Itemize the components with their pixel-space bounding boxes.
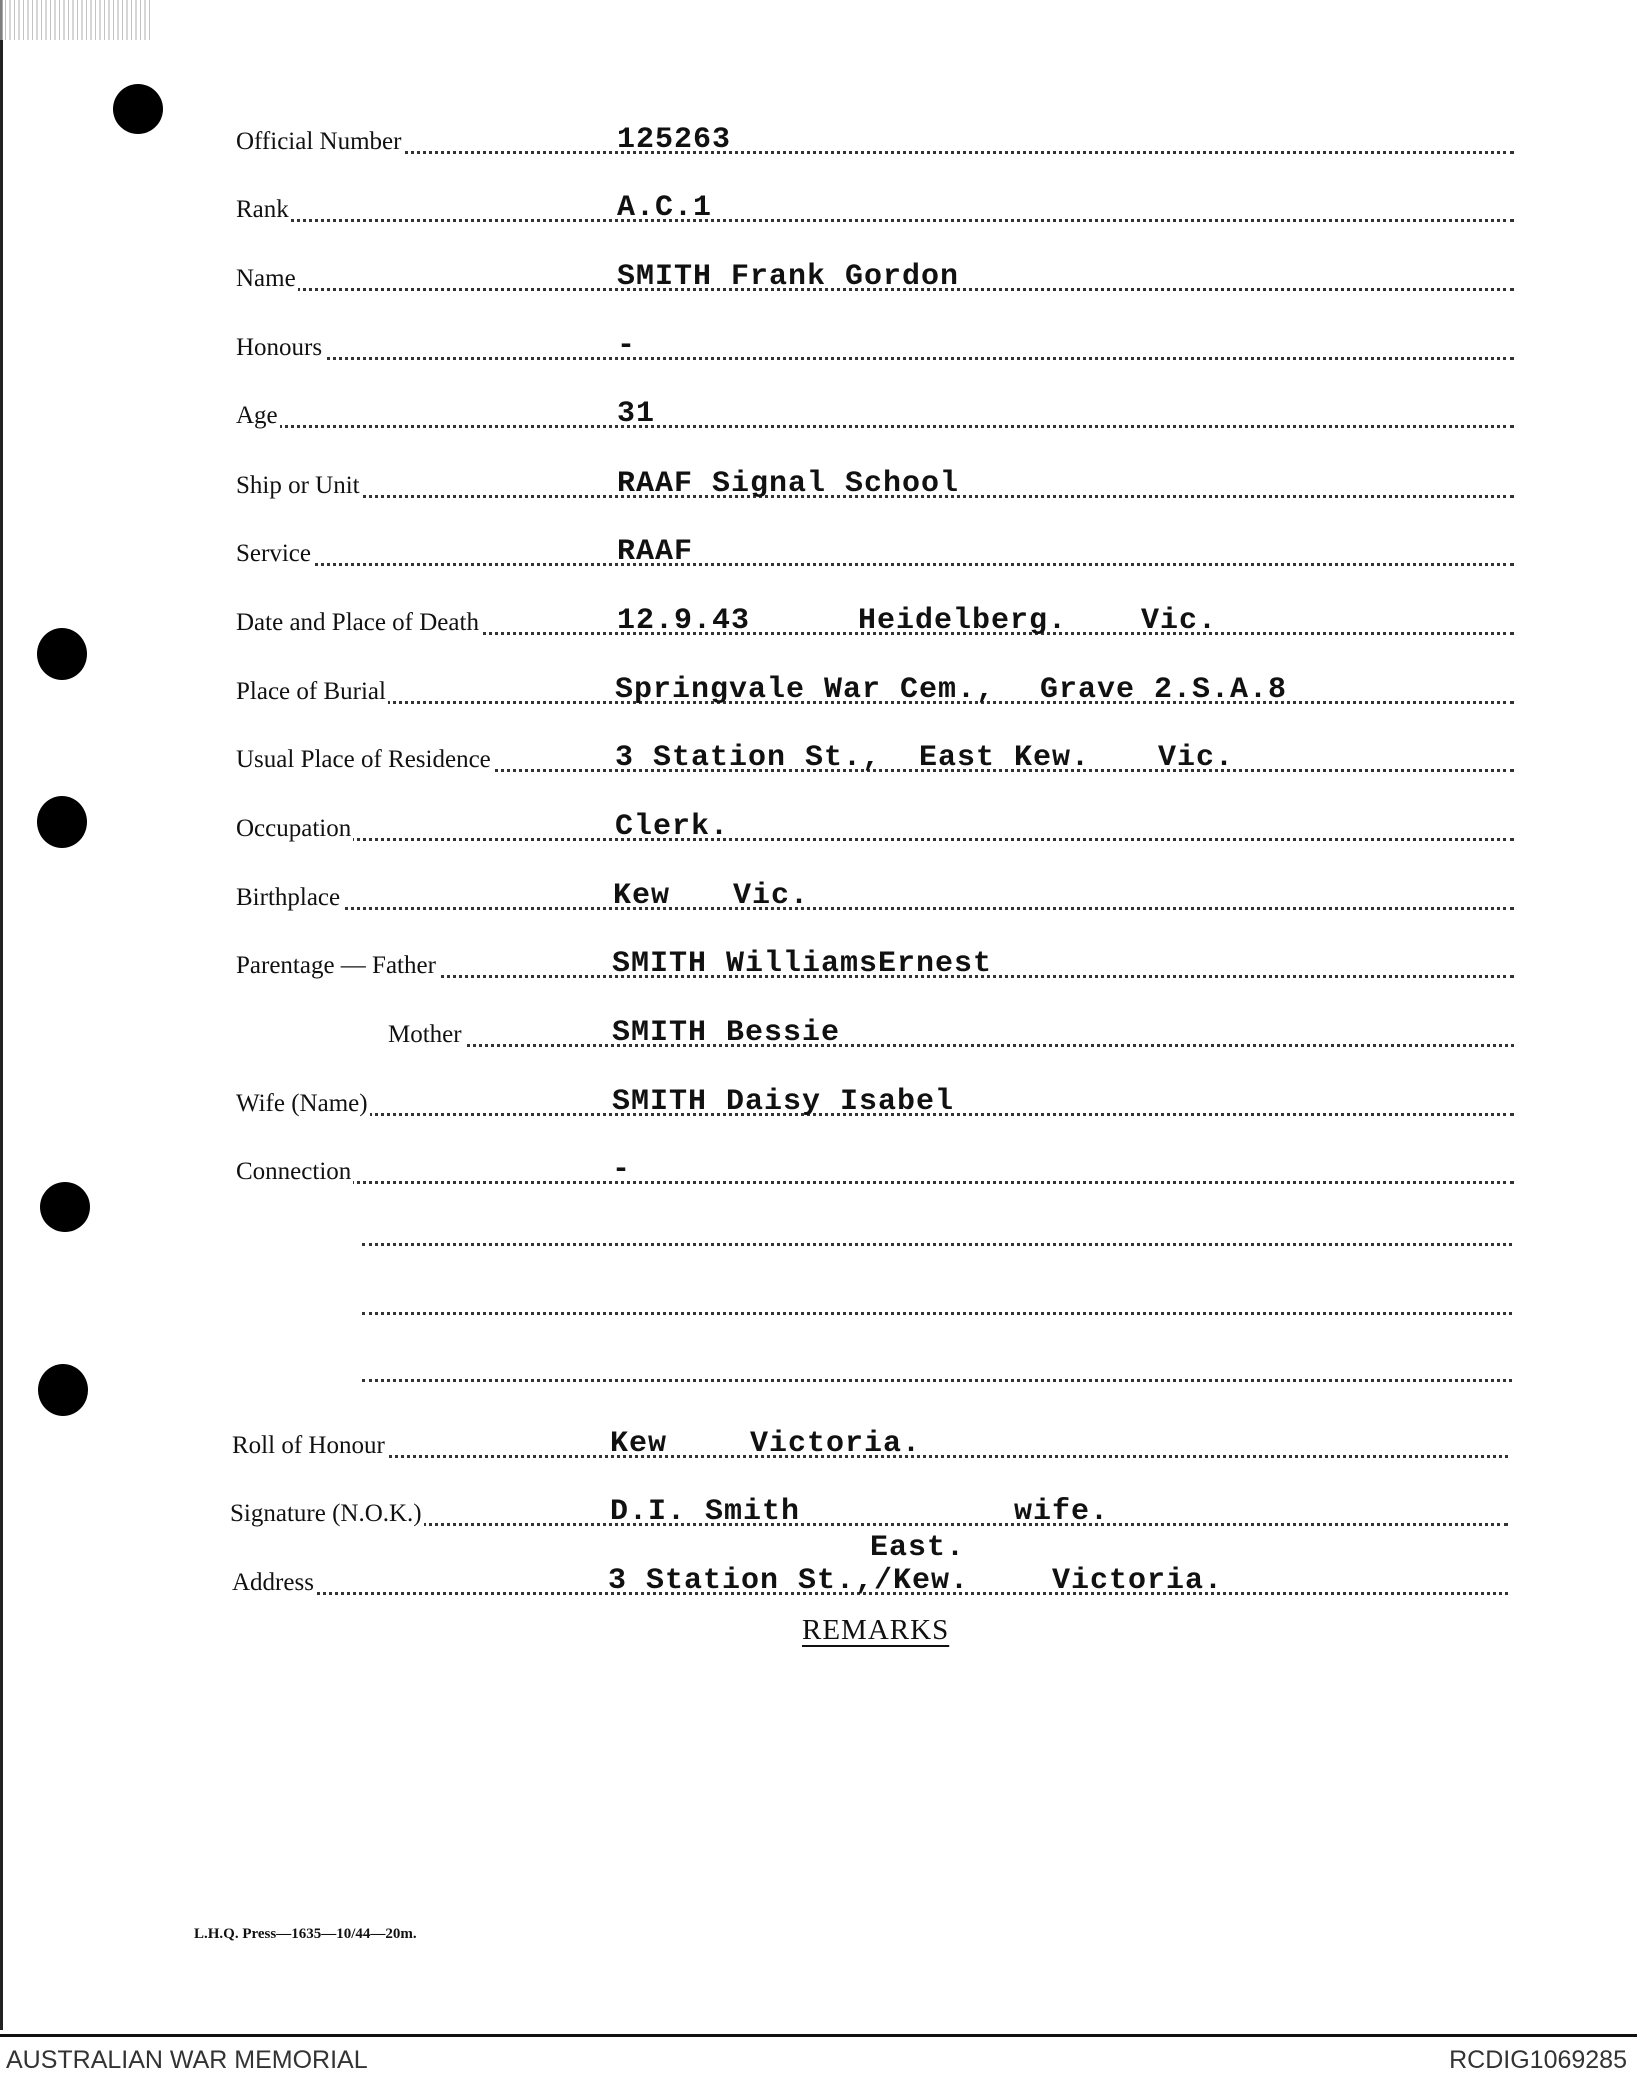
value-birthplace-state: Vic.: [733, 879, 810, 913]
field-roll-of-honour: [232, 1426, 1508, 1466]
field-mother: [388, 1015, 1514, 1055]
punch-hole: [38, 1364, 88, 1416]
field-wife: [236, 1084, 1514, 1124]
value-signature-relation: wife.: [1014, 1495, 1110, 1529]
field-date-place-death: [236, 603, 1514, 643]
value-birthplace-town: Kew: [613, 879, 671, 913]
value-burial-cemetery: Springvale War Cem.,: [615, 673, 996, 707]
footer-rule: [0, 2034, 1637, 2037]
value-honours: -: [617, 329, 637, 363]
label-wife: Wife (Name): [236, 1090, 368, 1117]
label-birthplace: Birthplace: [236, 884, 341, 911]
value-connection: -: [612, 1153, 632, 1187]
value-father: SMITH WilliamsErnest: [612, 947, 993, 981]
field-ship-or-unit: [236, 466, 1514, 506]
field-place-of-burial: [236, 672, 1514, 712]
label-connection: Connection: [236, 1158, 352, 1185]
label-date-place-death: Date and Place of Death: [236, 609, 479, 636]
field-father: [236, 946, 1514, 986]
label-service: Service: [236, 540, 311, 567]
blank-line: [362, 1376, 1512, 1382]
value-death-state: Vic.: [1141, 604, 1218, 638]
value-residence-street: 3 Station St.,: [615, 741, 882, 775]
field-official-number: [236, 122, 1514, 162]
label-ship-or-unit: Ship or Unit: [236, 472, 360, 499]
punch-hole: [37, 628, 87, 680]
label-official-number: Official Number: [236, 128, 402, 155]
value-burial-grave: Grave 2.S.A.8: [1040, 673, 1288, 707]
field-address: [232, 1531, 1508, 1603]
label-roll-of-honour: Roll of Honour: [232, 1432, 385, 1459]
value-roll-state: Victoria.: [750, 1427, 922, 1461]
value-service: RAAF: [617, 535, 694, 569]
label-honours: Honours: [236, 334, 323, 361]
dotted-line: [236, 1181, 1514, 1184]
footer-record-id: RCDIG1069285: [1449, 2046, 1627, 2074]
dotted-line: [236, 907, 1514, 910]
label-mother: Mother: [388, 1021, 462, 1048]
value-rank: A.C.1: [617, 191, 713, 225]
value-residence-suburb: East Kew.: [919, 741, 1091, 775]
field-birthplace: [236, 878, 1514, 918]
label-rank: Rank: [236, 196, 289, 223]
field-rank: [236, 190, 1514, 230]
field-connection: [236, 1152, 1514, 1192]
field-age: [236, 396, 1514, 436]
dotted-line: [236, 357, 1514, 360]
value-residence-state: Vic.: [1158, 741, 1235, 775]
label-father: Parentage — Father: [236, 952, 436, 979]
value-death-place: Heidelberg.: [858, 604, 1068, 638]
value-official-number: 125263: [617, 123, 732, 157]
value-address-insert: East.: [870, 1531, 966, 1565]
value-name: SMITH Frank Gordon: [617, 260, 960, 294]
dotted-line: [236, 151, 1514, 154]
dotted-line: [236, 425, 1514, 428]
value-death-date: 12.9.43: [617, 604, 751, 638]
field-service: [236, 534, 1514, 574]
label-age: Age: [236, 402, 278, 429]
label-place-of-burial: Place of Burial: [236, 678, 386, 705]
dotted-line: [388, 1044, 1514, 1047]
label-address: Address: [232, 1569, 314, 1596]
field-name: [236, 259, 1514, 299]
label-occupation: Occupation: [236, 815, 352, 842]
field-occupation: [236, 809, 1514, 849]
punch-hole: [40, 1182, 90, 1232]
footer-institution: AUSTRALIAN WAR MEMORIAL: [6, 2046, 368, 2074]
value-roll-town: Kew: [610, 1427, 668, 1461]
page-edge: [0, 0, 3, 2030]
field-usual-residence: [236, 740, 1514, 780]
value-address-street: 3 Station St.,/Kew.: [608, 1564, 970, 1598]
value-wife: SMITH Daisy Isabel: [612, 1085, 955, 1119]
remarks-heading: REMARKS: [802, 1614, 950, 1646]
punch-hole: [37, 796, 87, 848]
press-mark: L.H.Q. Press—1635—10/44—20m.: [194, 1926, 417, 1942]
field-signature: [230, 1494, 1508, 1534]
label-usual-residence: Usual Place of Residence: [236, 746, 491, 773]
blank-line: [362, 1240, 1512, 1246]
dotted-line: [236, 563, 1514, 566]
dotted-line: [236, 838, 1514, 841]
value-occupation: Clerk.: [615, 810, 730, 844]
label-signature: Signature (N.O.K.): [230, 1500, 422, 1527]
value-mother: SMITH Bessie: [612, 1016, 841, 1050]
blank-line: [362, 1309, 1512, 1315]
label-name: Name: [236, 265, 296, 292]
value-age: 31: [617, 397, 656, 431]
value-ship-or-unit: RAAF Signal School: [617, 467, 960, 501]
value-address-state: Victoria.: [1052, 1564, 1224, 1598]
scan-artifact: [0, 0, 150, 40]
punch-hole: [113, 84, 163, 134]
dotted-line: [236, 219, 1514, 222]
field-honours: [236, 328, 1514, 368]
value-signature: D.I. Smith: [610, 1495, 801, 1529]
